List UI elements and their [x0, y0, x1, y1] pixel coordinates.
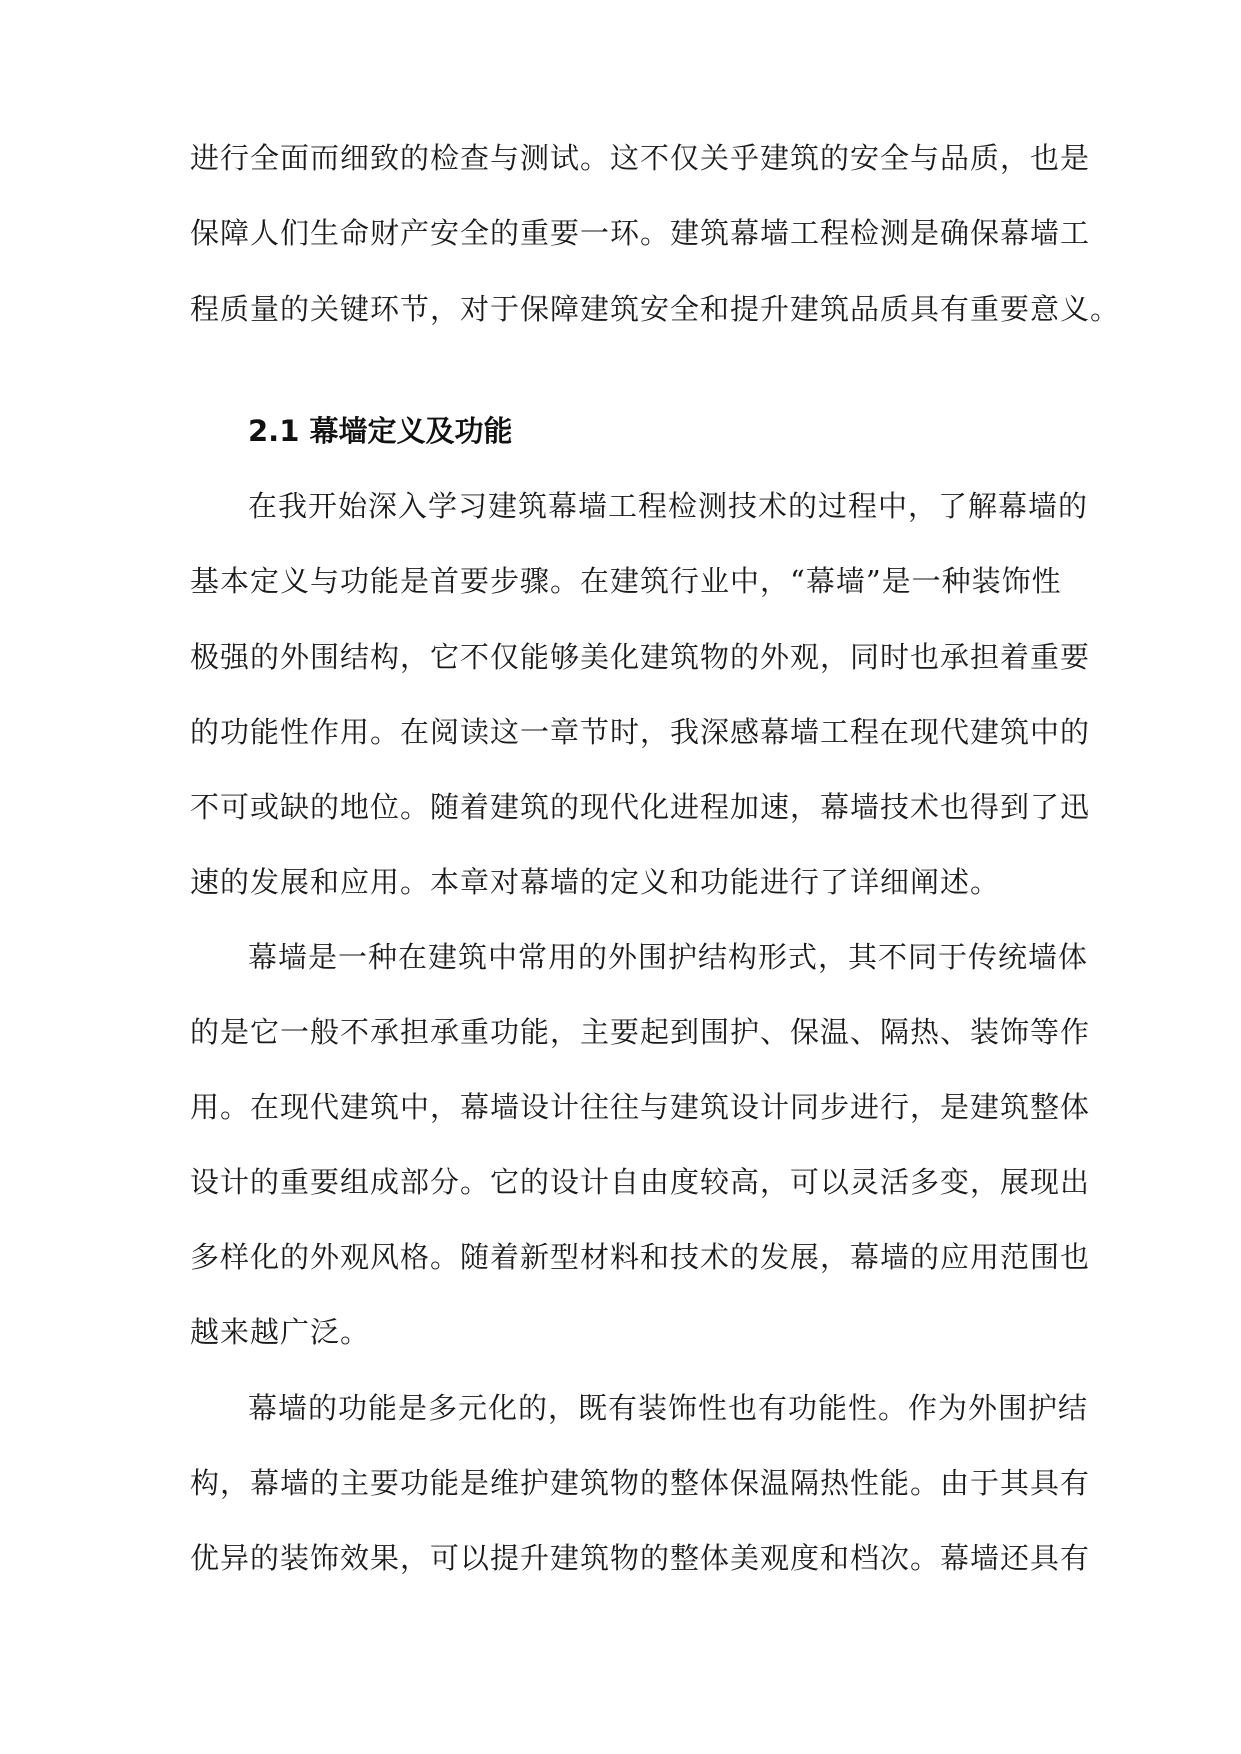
paragraph-line: 设计的重要组成部分。它的设计自由度较高，可以灵活多变，展现出 [190, 1165, 1091, 1199]
paragraph-line: 在我开始深入学习建筑幕墙工程检测技术的过程中，了解幕墙的 [248, 489, 1089, 523]
paragraph-line: 保障人们生命财产安全的重要一环。建筑幕墙工程检测是确保幕墙工 [190, 216, 1091, 250]
paragraph-line: 用。在现代建筑中，幕墙设计往往与建筑设计同步进行，是建筑整体 [190, 1090, 1091, 1124]
paragraph-line: 构，幕墙的主要功能是维护建筑物的整体保温隔热性能。由于其具有 [190, 1466, 1091, 1500]
paragraph-line: 多样化的外观风格。随着新型材料和技术的发展，幕墙的应用范围也 [190, 1240, 1091, 1274]
paragraph-line: 极强的外围结构，它不仅能够美化建筑物的外观，同时也承担着重要 [190, 640, 1091, 674]
paragraph-line: 进行全面而细致的检查与测试。这不仅关乎建筑的安全与品质，也是 [190, 141, 1091, 175]
paragraph-line: 越来越广泛。 [190, 1315, 371, 1349]
paragraph-line: 的是它一般不承担承重功能，主要起到围护、保温、隔热、装饰等作 [190, 1015, 1091, 1049]
paragraph-line: 不可或缺的地位。随着建筑的现代化进程加速，幕墙技术也得到了迅 [190, 790, 1091, 824]
paragraph-line: 的功能性作用。在阅读这一章节时，我深感幕墙工程在现代建筑中的 [190, 715, 1091, 749]
section-heading: 2.1 幕墙定义及功能 [248, 414, 513, 448]
paragraph-line: 程质量的关键环节，对于保障建筑安全和提升建筑品质具有重要意义。 [190, 292, 1121, 326]
paragraph-line: 优异的装饰效果，可以提升建筑物的整体美观度和档次。幕墙还具有 [190, 1541, 1091, 1575]
paragraph-line: 速的发展和应用。本章对幕墙的定义和功能进行了详细阐述。 [190, 865, 1001, 899]
paragraph-line: 幕墙是一种在建筑中常用的外围护结构形式，其不同于传统墙体 [248, 940, 1089, 974]
paragraph-line: 基本定义与功能是首要步骤。在建筑行业中，“幕墙”是一种装饰性 [190, 564, 1062, 598]
paragraph-line: 幕墙的功能是多元化的，既有装饰性也有功能性。作为外围护结 [248, 1391, 1089, 1425]
